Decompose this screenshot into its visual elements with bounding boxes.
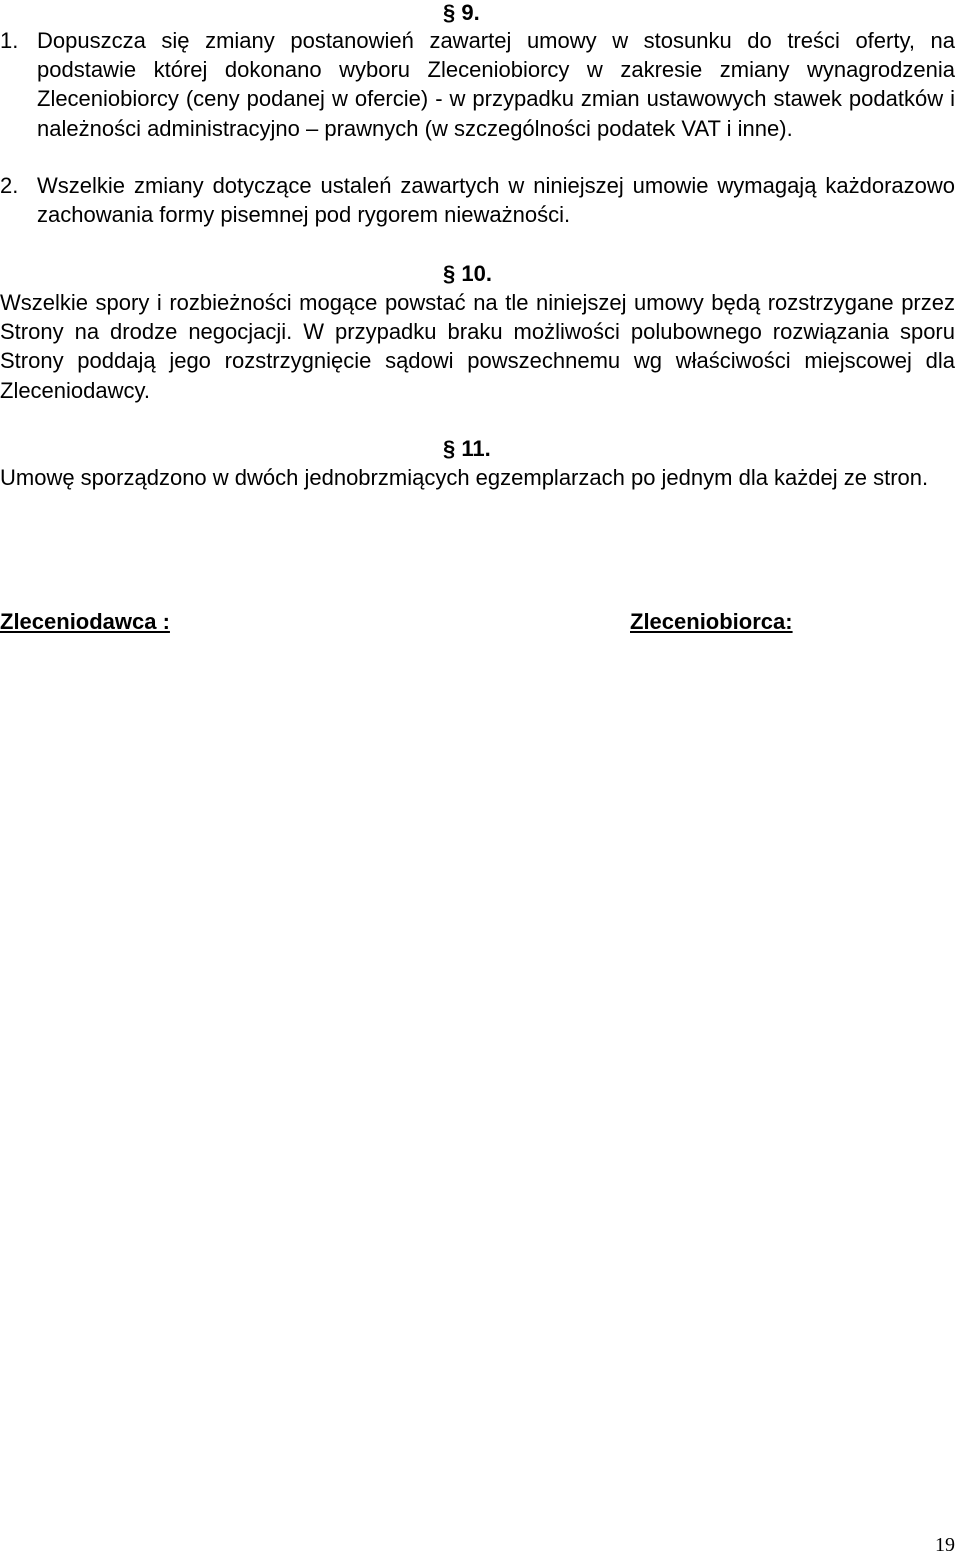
section-11-text: Umowę sporządzono w dwóch jednobrzmiących egzemplarzach po jednym dla każdej ze stron.	[0, 465, 929, 490]
signature-zleceniobiorca: Zleceniobiorca:	[630, 609, 793, 634]
section-10-heading: § 10.	[443, 261, 492, 286]
item-number: 2.	[0, 173, 19, 198]
item-text: Dopuszcza się zmiany postanowień zawartej umowy w stosunku do treści oferty, na podstawie której dokonano wyboru Zleceniobiorcy w zakresie zmiany wynagrodzenia Zleceniobiorcy (ceny podanej w ofercie) - w przypadku zmian ustawowych stawek podatków i należności administracyjno – prawnych (w szczególności podatek VAT i inne).	[37, 28, 955, 141]
section-11-heading: § 11.	[443, 436, 491, 461]
section-10-text: Wszelkie spory i rozbieżności mogące powstać na tle niniejszej umowy będą rozstrzygane przez Strony na drodze negocjacji. W przypadku braku możliwości polubownego rozwiązania sporu Strony poddają jego rozstrzygnięcie sądowi powszechnemu wg właściwości miejscowej dla Zleceniodawcy.	[0, 290, 955, 403]
section-9-heading: § 9.	[443, 0, 480, 25]
item-text: Wszelkie zmiany dotyczące ustaleń zawartych w niniejszej umowie wymagają każdorazowo zachowania formy pisemnej pod rygorem nieważności.	[37, 173, 955, 228]
section-9-item-1	[0, 26, 955, 143]
signature-zleceniodawca: Zleceniodawca :	[0, 609, 170, 634]
item-number: 1.	[0, 28, 19, 53]
section-9-item-2	[0, 171, 955, 229]
page-number: 19	[935, 1534, 955, 1556]
